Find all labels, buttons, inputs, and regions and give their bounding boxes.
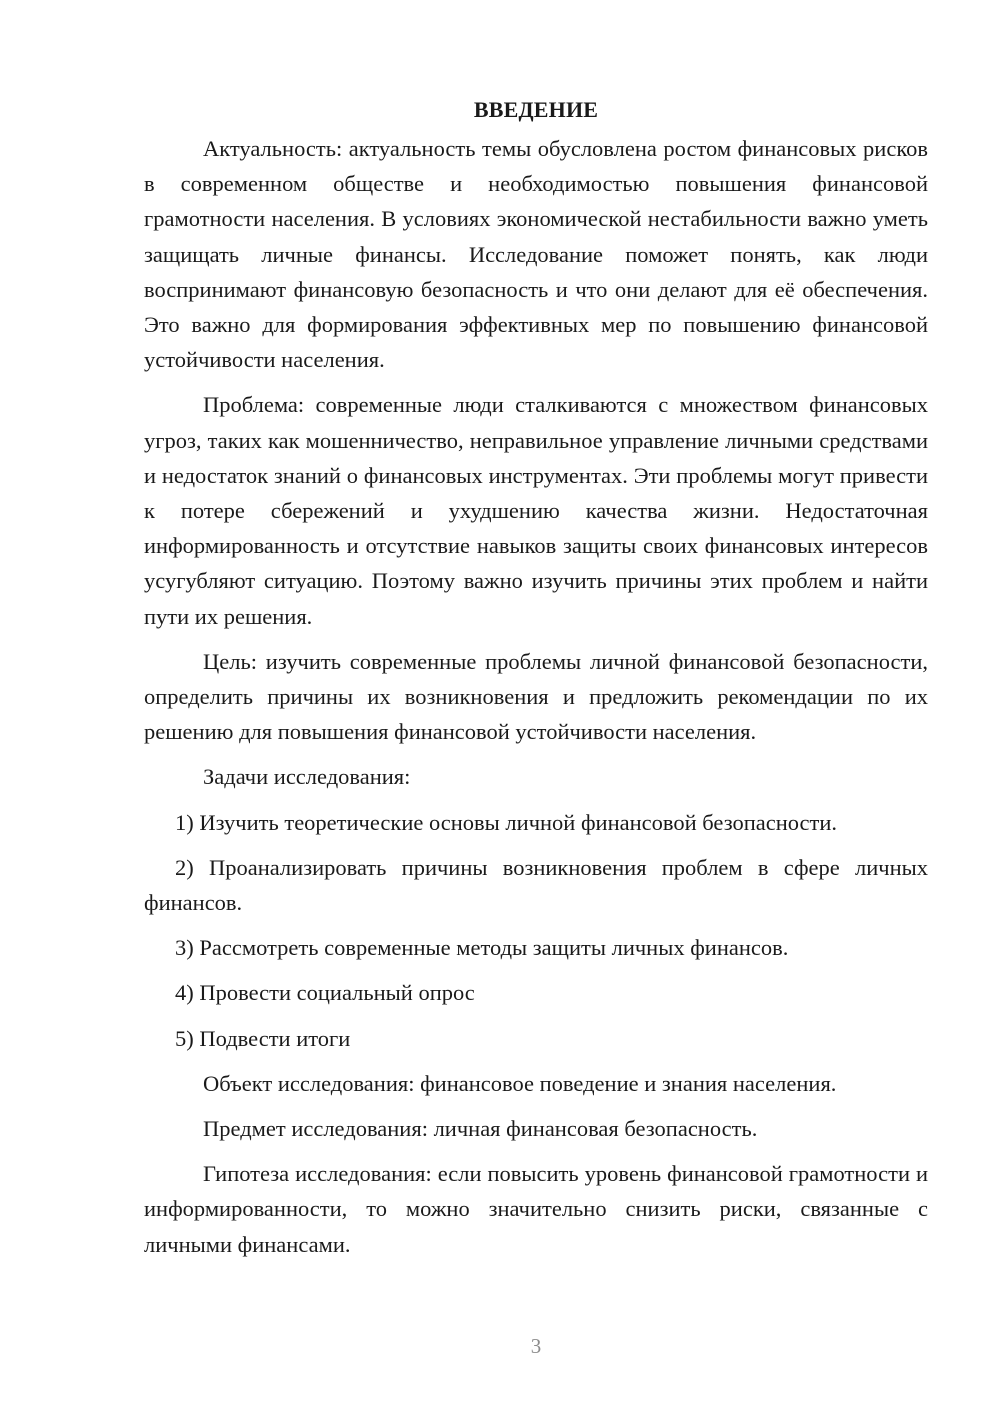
paragraph-problem: Проблема: современные люди сталкиваются с множеством финансовых угроз, таких как мошенничество, неправильное управление личными средствами и недостаток знаний о финансовых инструментах. Эти проблемы могут привести к потере сбережений и ухудшению качества жизни. Недостаточная информированность и отсутствие навыков защиты своих финансовых интересов усугубляют ситуацию. Поэтому важно изучить причины этих проблем и найти пути их решения. [144, 392, 928, 629]
section-title: ВВЕДЕНИЕ [473, 97, 599, 122]
task-item-2: 2) Проанализировать причины возникновения проблем в сфере личных финансов. [144, 854, 928, 916]
document-page [144, 92, 928, 1272]
paragraph-hypothesis: Гипотеза исследования: если повысить уровень финансовой грамотности и информированности, то можно значительно снизить риски, связанные с личными финансами. [144, 1161, 928, 1257]
task-item-3: 3) Рассмотреть современные методы защиты личных финансов. [175, 935, 789, 961]
page-number: 3 [530, 1334, 542, 1358]
task-item-4: 4) Провести социальный опрос [175, 980, 475, 1006]
paragraph-goal: Цель: изучить современные проблемы личной финансовой безопасности, определить причины их возникновения и предложить рекомендации по их решению для повышения финансовой устойчивости населения. [144, 648, 928, 745]
paragraph-tasks-heading: Задачи исследования: [203, 764, 411, 790]
paragraph-object: Объект исследования: финансовое поведение и знания населения. [203, 1070, 837, 1096]
paragraph-subject: Предмет исследования: личная финансовая безопасность. [203, 1116, 758, 1142]
paragraph-relevance: Актуальность: актуальность темы обусловлена ростом финансовых рисков в современном обществе и необходимостью повышения финансовой грамотности населения. В условиях экономической нестабильности важно уметь защищать личные финансы. Исследование поможет понять, как люди воспринимают финансовую безопасность и что они делают для её обеспечения. Это важно для формирования эффективных мер по повышению финансовой устойчивости населения. [144, 136, 928, 373]
task-item-5: 5) Подвести итоги [175, 1025, 351, 1051]
task-item-1: 1) Изучить теоретические основы личной финансовой безопасности. [175, 809, 838, 835]
